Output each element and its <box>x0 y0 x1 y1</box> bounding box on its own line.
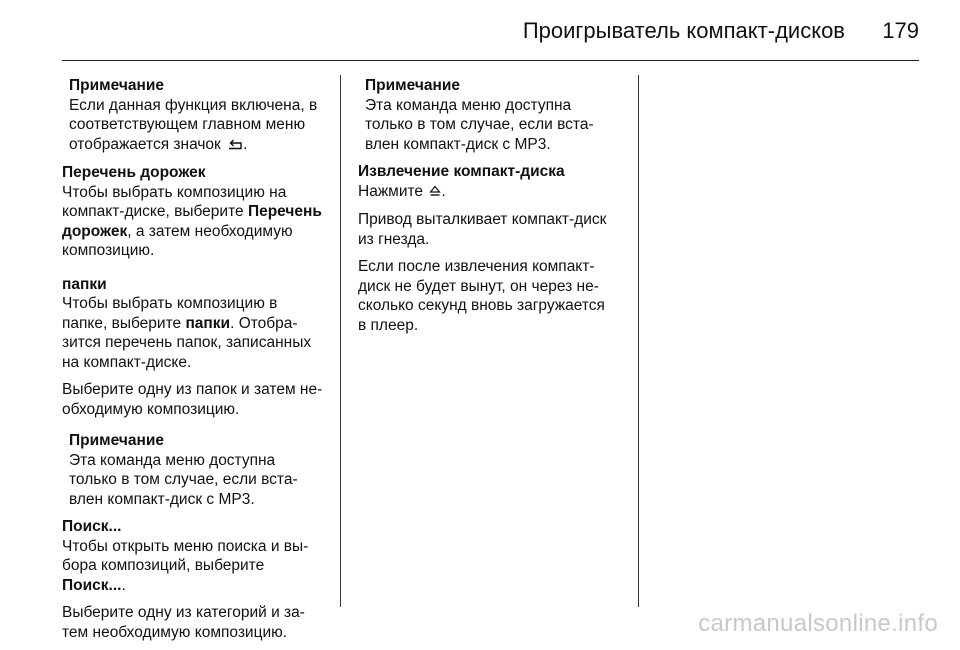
section-title: Перечень дорожек <box>62 164 206 181</box>
note-return-icon <box>62 76 324 155</box>
section-search <box>62 517 324 595</box>
text-line: Чтобы выбрать композицию на <box>62 183 287 201</box>
menu-item-track-list: Перечень <box>247 203 322 220</box>
page-number: 179 <box>882 18 919 43</box>
text-line: зится перечень папок, записанных <box>62 334 312 351</box>
text-line: Чтобы выбрать композицию в <box>62 295 278 312</box>
text-tail: . <box>441 182 446 200</box>
note-line: соответствующем главном меню <box>69 116 306 133</box>
column-divider-left <box>340 75 341 607</box>
text-line: диск не будет вынут, он через не- <box>358 277 599 295</box>
column-divider-right <box>638 75 639 607</box>
text-line: сколько секунд вновь загружается <box>358 297 605 314</box>
text-line: в плеер. <box>358 316 419 334</box>
text-line: обходимую композицию. <box>62 400 240 418</box>
paragraph-search <box>62 603 324 642</box>
text-tail: . <box>121 576 126 594</box>
text-line: . Отобра- <box>230 314 298 332</box>
paragraph-eject <box>358 210 620 249</box>
text-line: , а затем необходимую <box>127 222 293 240</box>
column-middle <box>358 76 620 343</box>
note-mp3 <box>358 76 620 154</box>
note-line: только в том случае, если вста- <box>69 471 298 488</box>
note-title: Примечание <box>69 77 164 94</box>
menu-item-search: Поиск... <box>62 576 122 594</box>
text-line: тем необходимую композицию. <box>62 623 288 641</box>
text-line: композицию. <box>62 242 155 259</box>
note-line: Эта команда меню доступна <box>69 451 276 469</box>
note-line: отображается значок <box>69 135 221 153</box>
section-track-list <box>62 163 324 261</box>
watermark: carmanualsonline.info <box>698 610 938 637</box>
eject-icon <box>429 183 441 203</box>
text-line: Нажмите <box>358 182 424 200</box>
section-eject <box>358 162 620 202</box>
text-line: Выберите одну из категорий и за- <box>62 604 305 621</box>
note-title: Примечание <box>365 77 460 94</box>
note-tail: . <box>243 135 248 153</box>
column-left <box>62 76 324 650</box>
text-line: бора композиций, выберите <box>62 557 265 574</box>
paragraph-folders <box>62 380 324 419</box>
paragraph-reload <box>358 257 620 335</box>
note-line: влен компакт-диск с MP3. <box>365 135 551 153</box>
section-title: папки <box>62 275 107 293</box>
text-line: Выберите одну из папок и затем не- <box>62 381 323 398</box>
text-line: Привод выталкивает компакт-диск <box>358 211 607 228</box>
note-line: влен компакт-диск с MP3. <box>69 490 255 508</box>
text-line: Если после извлечения компакт- <box>358 258 595 275</box>
note-line: только в том случае, если вста- <box>365 116 594 133</box>
section-folders <box>62 275 324 373</box>
page-header <box>62 0 919 61</box>
text-line: на компакт-диске. <box>62 353 192 371</box>
return-arrow-icon <box>227 136 243 156</box>
note-title: Примечание <box>69 432 164 449</box>
menu-item-track-list-cont: дорожек <box>62 222 128 240</box>
text-line: из гнезда. <box>358 230 430 248</box>
note-line: Эта команда меню доступна <box>365 96 572 114</box>
note-line: Если данная функция включена, в <box>69 96 318 114</box>
section-title: Поиск... <box>62 518 122 535</box>
text-line: Чтобы открыть меню поиска и вы- <box>62 537 309 555</box>
section-title: Извлечение компакт-диска <box>358 163 565 180</box>
text-line: папке, выберите <box>62 314 182 332</box>
text-line: компакт-диске, выберите <box>62 203 244 220</box>
header-title: Проигрыватель компакт-дисков <box>522 18 845 43</box>
note-mp3 <box>62 431 324 509</box>
menu-item-folders: папки <box>185 314 231 332</box>
